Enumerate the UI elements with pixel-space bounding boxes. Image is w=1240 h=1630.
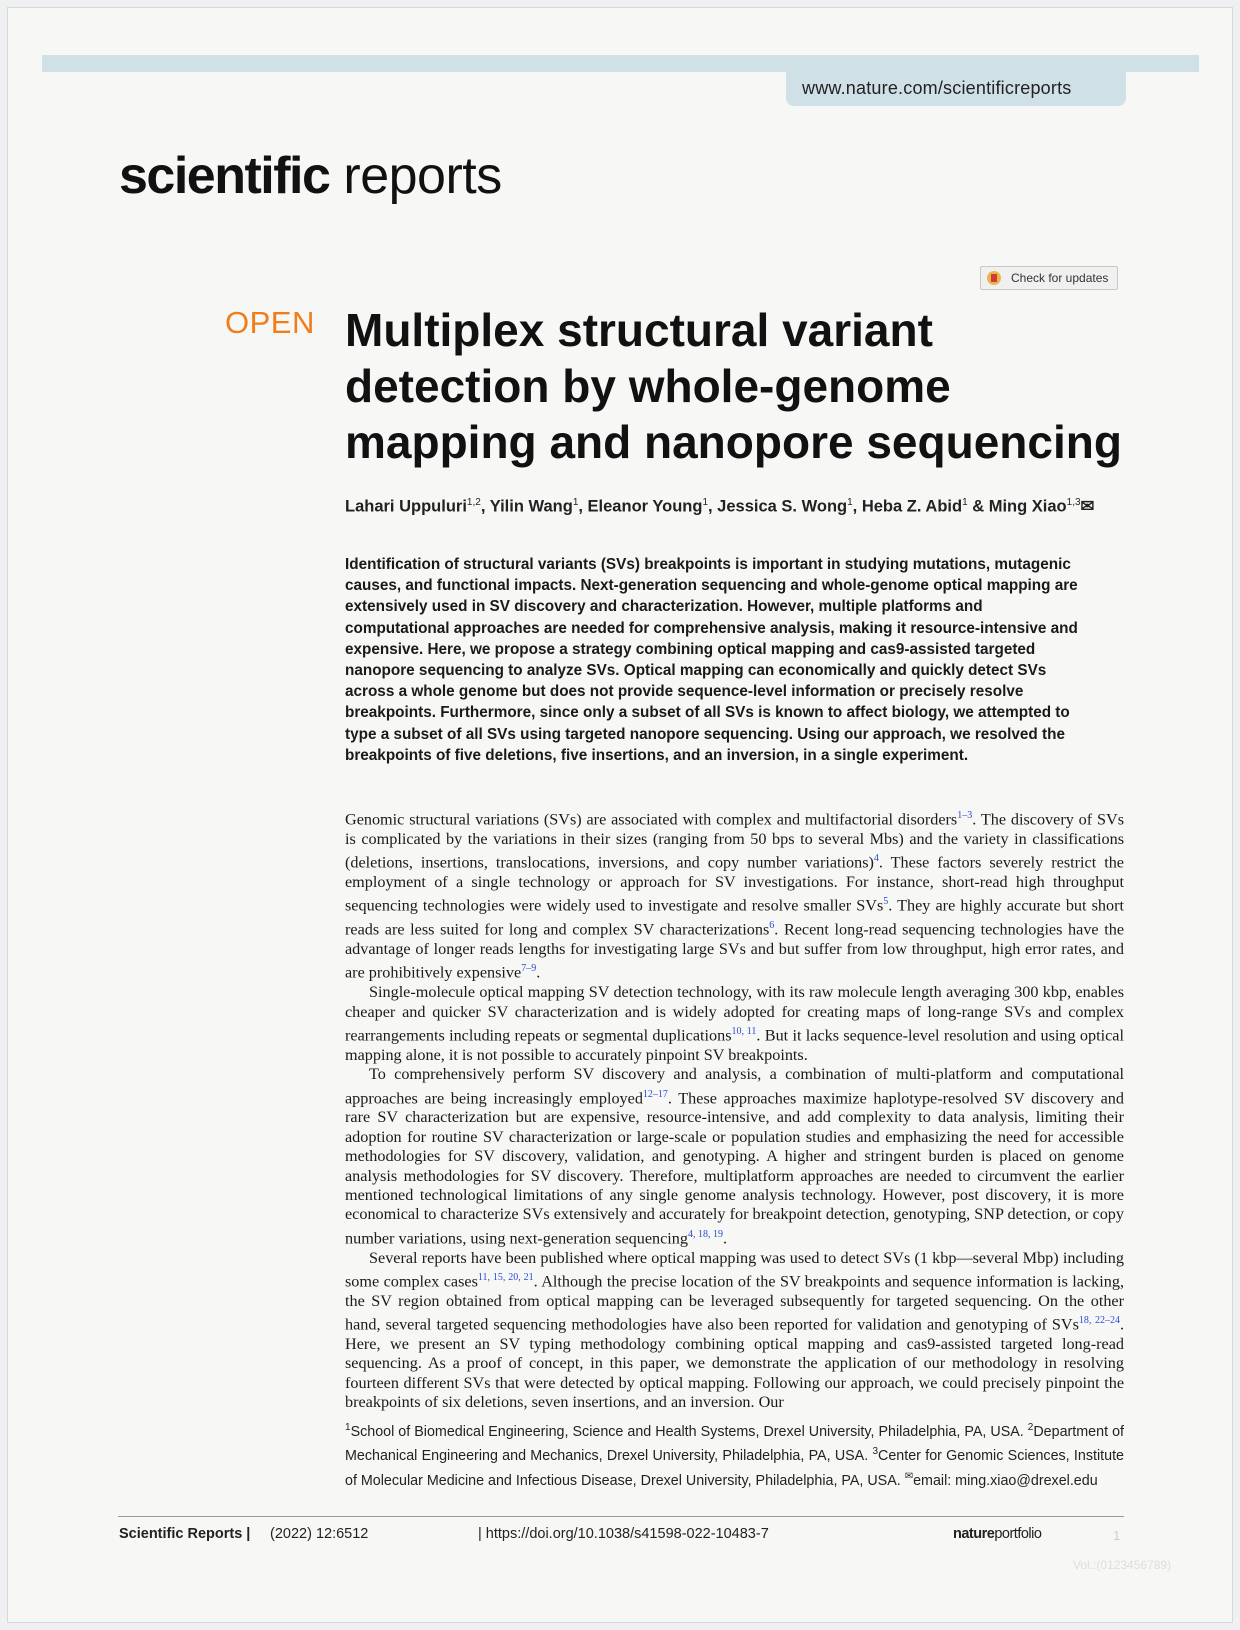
- footer-journal: Scientific Reports |: [119, 1526, 251, 1542]
- crossmark-icon: [987, 271, 1001, 285]
- footer-divider: [118, 1516, 1124, 1517]
- body-paragraph: Single-molecule optical mapping SV detection technology, with its raw molecule length averaging 300 kbp, enables cheaper and quicker SV characterization and is widely adopted for creating maps of long-range SVs and complex rearrangements including repeats or segmental duplications$^{10, 11}$. But it lacks sequence-level resolution and using optical mapping alone, it is not possible to accurately pinpoint SV breakpoints.: [345, 983, 1124, 1064]
- open-access-label: OPEN: [225, 305, 315, 340]
- article-title: Multiplex structural variant detection by whole-genome mapping and nanopore sequencing: [345, 304, 1122, 468]
- page-number: 1: [1113, 1528, 1121, 1543]
- header-bar: [42, 55, 1199, 72]
- abstract: Identification of structural variants (SVs) breakpoints is important in studying mutations, mutagenic causes, and functional impacts. Next-generation sequencing and whole-genome optical mapping are extensively used in SV discovery and characterization. However, multiple platforms and computational approaches are needed for comprehensive analysis, making it resource-intensive and expensive. Here, we propose a strategy combining optical mapping and cas9-assisted targeted nanopore sequencing to analyze SVs. Optical mapping can economically and quickly detect SVs across a whole genome but does not provide sequence-level information or precisely resolve breakpoints. Furthermore, since only a subset of all SVs is known to affect biology, we attempted to type a subset of all SVs using targeted nanopore sequencing. Using our approach, we resolved the breakpoints of five deletions, five insertions, and an inversion, in a single experiment.: [345, 556, 1078, 764]
- publisher-logo: [953, 1526, 1041, 1542]
- publisher-logo-regular: portfolio: [994, 1526, 1042, 1542]
- body-paragraph: Genomic structural variations (SVs) are associated with complex and multifactorial disorders$^{1-3}$. The discovery of SVs is complicated by the variations in their sizes (ranging from 50 bps to several Mbs) and the variety in classifications (deletions, insertions, translocations, inversions, and copy number variations)$^4$. These factors severely restrict the employment of a single technology or approach for SV investigations. For instance, short-read high throughput sequencing technologies were widely used to investigate and resolve smaller SVs$^5$. They are highly accurate but short reads are less suited for long and complex SV characterizations$^6$. Recent long-read sequencing technologies have the advantage of longer reads lengths for investigating large SVs and but suffer from low throughput, high error rates, and are prohibitively expensive$^{7-9}$.: [345, 810, 1124, 982]
- body-text: [345, 806, 1124, 1413]
- check-for-updates-button[interactable]: [980, 266, 1118, 290]
- journal-logo-regular: reports: [343, 147, 502, 205]
- paper-page: [8, 8, 1232, 1622]
- affiliations: $^1$School of Biomedical Engineering, Science and Health Systems, Drexel University, Philadelphia, PA, USA. $^2$Department of Mechanical Engineering and Mechanics, Drexel University, Philadelphia, PA, USA. $^3$Center for Genomic Sciences, Institute of Molecular Medicine and Infectious Disease, Drexel University, Philadelphia, PA, USA. ✉email: ming.xiao@drexel.edu: [345, 1422, 1124, 1489]
- journal-url[interactable]: www.nature.com/scientificreports: [802, 78, 1072, 98]
- volume-id: Vol.:(0123456789): [1073, 1558, 1172, 1572]
- body-paragraph: Several reports have been published where optical mapping was used to detect SVs (1 kbp—several Mbp) including some complex cases$^{11, 15, 20, 21}$. Although the precise location of the SV breakpoints and sequence information is lacking, the SV region obtained from optical mapping can be leveraged subsequently for targeted sequencing. On the other hand, several targeted sequencing methodologies have also been reported for validation and genotyping of SVs$^{18, 22-24}$. Here, we present an SV typing methodology combining optical mapping and cas9-assisted targeted long-read sequencing. As a proof of concept, in this paper, we demonstrate the application of our methodology in resolving fourteen different SVs that were detected by optical mapping. Following our approach, we could precisely pinpoint the breakpoints of six deletions, seven insertions, and an inversion. Our: [345, 1248, 1125, 1412]
- author-list: Lahari Uppuluri$^{1,2}$, Yilin Wang$^1$, Eleanor Young$^1$, Jessica S. Wong$^1$, Heba Z. Abid$^1$ & Ming Xiao$^{1,3}$✉: [345, 497, 1095, 516]
- footer-citation: (2022) 12:6512: [270, 1526, 369, 1542]
- body-paragraph: To comprehensively perform SV discovery and analysis, a combination of multi-platform and computational approaches are being increasingly employed$^{12-17}$. These approaches maximize haplotype-resolved SV discovery and rare SV characterization but are expensive, resource-intensive, and add complexity to data analysis, limiting their adoption for routine SV characterization or large-scale or population studies and emphasizing the need for accessible methodologies for SV discovery, validation, and genotyping. A higher and stringent burden is placed on genome analysis methodologies for SV discovery. Therefore, multiplatform approaches are needed to circumvent the earlier mentioned technological limitations of any single genome analysis technology. However, post discovery, it is more economical to characterize SVs extensively and accurately for breakpoint detection, genotyping, SNP detection, or copy number variations, using next-generation sequencing$^{4, 18, 19}$.: [345, 1065, 1124, 1248]
- publisher-logo-bold: nature: [953, 1526, 995, 1542]
- footer-doi[interactable]: | https://doi.org/10.1038/s41598-022-10483-7: [478, 1526, 769, 1542]
- journal-logo-bold: scientific: [119, 147, 330, 205]
- journal-logo: [119, 146, 502, 206]
- check-for-updates-label: Check for updates: [1011, 271, 1109, 285]
